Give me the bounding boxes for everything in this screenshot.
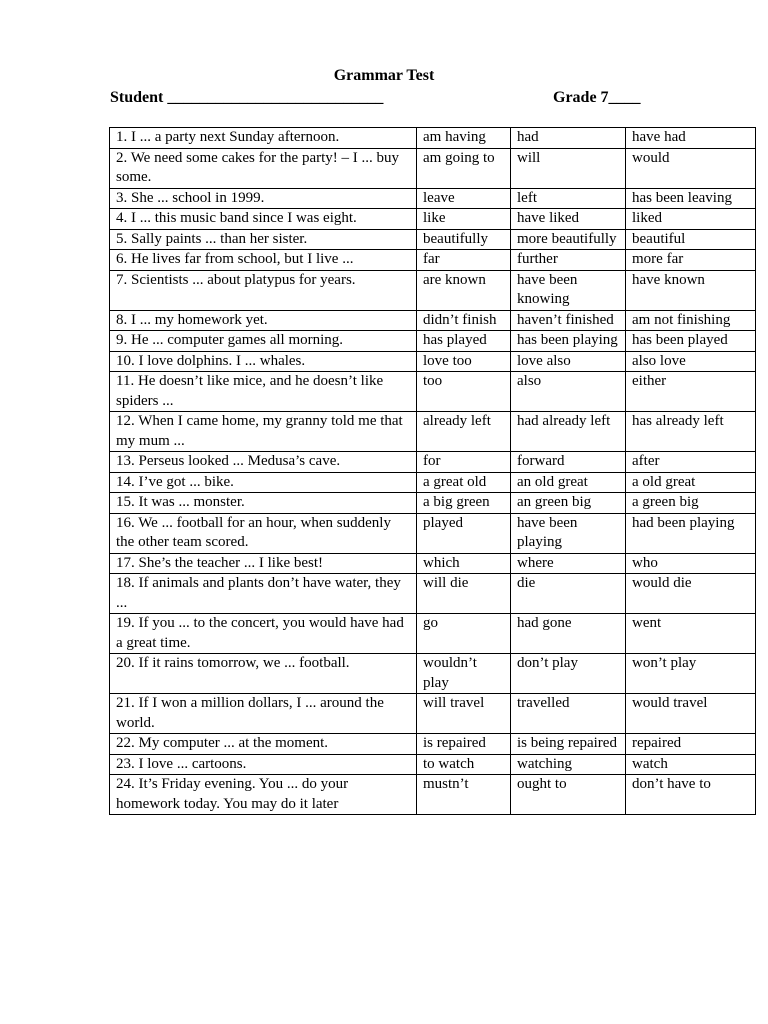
question-text: 14. I’ve got ... bike. [110, 472, 417, 493]
table-row [110, 775, 756, 815]
option-c: don’t have to [626, 775, 756, 815]
option-a: to watch [417, 754, 511, 775]
option-a: will travel [417, 694, 511, 734]
option-c: has already left [626, 412, 756, 452]
option-b: had already left [511, 412, 626, 452]
option-b: die [511, 574, 626, 614]
option-c: a green big [626, 493, 756, 514]
option-c: after [626, 452, 756, 473]
option-c: watch [626, 754, 756, 775]
option-a: far [417, 250, 511, 271]
option-a: already left [417, 412, 511, 452]
option-b: an old great [511, 472, 626, 493]
option-a: a great old [417, 472, 511, 493]
question-text: 5. Sally paints ... than her sister. [110, 229, 417, 250]
question-text: 15. It was ... monster. [110, 493, 417, 514]
option-c: either [626, 372, 756, 412]
option-a: which [417, 553, 511, 574]
table-row [110, 310, 756, 331]
table-row [110, 229, 756, 250]
question-text: 4. I ... this music band since I was eight. [110, 209, 417, 230]
option-a: didn’t finish [417, 310, 511, 331]
grade-field: Grade 7____ [553, 89, 641, 106]
question-text: 8. I ... my homework yet. [110, 310, 417, 331]
option-b: an green big [511, 493, 626, 514]
question-text: 3. She ... school in 1999. [110, 188, 417, 209]
option-a: are known [417, 270, 511, 310]
question-text: 20. If it rains tomorrow, we ... football. [110, 654, 417, 694]
option-b: travelled [511, 694, 626, 734]
option-c: have known [626, 270, 756, 310]
option-c: more far [626, 250, 756, 271]
table-row [110, 270, 756, 310]
option-b: have liked [511, 209, 626, 230]
table-row [110, 553, 756, 574]
option-b: has been playing [511, 331, 626, 352]
option-a: am having [417, 128, 511, 149]
table-row [110, 614, 756, 654]
option-a: mustn’t [417, 775, 511, 815]
option-a: played [417, 513, 511, 553]
option-b: where [511, 553, 626, 574]
question-text: 22. My computer ... at the moment. [110, 734, 417, 755]
option-a: for [417, 452, 511, 473]
question-text: 18. If animals and plants don’t have water, they ... [110, 574, 417, 614]
option-a: has played [417, 331, 511, 352]
question-text: 13. Perseus looked ... Medusa’s cave. [110, 452, 417, 473]
option-b: haven’t finished [511, 310, 626, 331]
table-row [110, 331, 756, 352]
question-text: 10. I love dolphins. I ... whales. [110, 351, 417, 372]
question-table-body [110, 128, 756, 815]
option-c: repaired [626, 734, 756, 755]
option-c: would die [626, 574, 756, 614]
option-b: forward [511, 452, 626, 473]
option-b: further [511, 250, 626, 271]
table-row [110, 148, 756, 188]
option-c: had been playing [626, 513, 756, 553]
option-b: is being repaired [511, 734, 626, 755]
option-a: is repaired [417, 734, 511, 755]
option-b: left [511, 188, 626, 209]
table-row [110, 654, 756, 694]
student-name-field: Student ___________________________ [110, 89, 384, 106]
question-text: 9. He ... computer games all morning. [110, 331, 417, 352]
question-text: 6. He lives far from school, but I live ... [110, 250, 417, 271]
table-row [110, 472, 756, 493]
option-b: also [511, 372, 626, 412]
option-b: have been playing [511, 513, 626, 553]
question-text: 23. I love ... cartoons. [110, 754, 417, 775]
table-row [110, 351, 756, 372]
option-c: who [626, 553, 756, 574]
option-c: went [626, 614, 756, 654]
option-c: have had [626, 128, 756, 149]
option-a: am going to [417, 148, 511, 188]
option-b: ought to [511, 775, 626, 815]
option-b: had [511, 128, 626, 149]
option-b: had gone [511, 614, 626, 654]
table-row [110, 250, 756, 271]
question-text: 17. She’s the teacher ... I like best! [110, 553, 417, 574]
option-a: like [417, 209, 511, 230]
question-text: 1. I ... a party next Sunday afternoon. [110, 128, 417, 149]
option-a: love too [417, 351, 511, 372]
option-b: watching [511, 754, 626, 775]
option-a: wouldn’t play [417, 654, 511, 694]
table-row [110, 188, 756, 209]
option-c: has been played [626, 331, 756, 352]
table-row [110, 209, 756, 230]
table-row [110, 452, 756, 473]
table-row [110, 574, 756, 614]
option-c: would [626, 148, 756, 188]
option-a: will die [417, 574, 511, 614]
table-row [110, 754, 756, 775]
question-text: 2. We need some cakes for the party! – I ... buy some. [110, 148, 417, 188]
question-text: 21. If I won a million dollars, I ... around the world. [110, 694, 417, 734]
question-table [109, 127, 756, 815]
page-title: Grammar Test [333, 67, 435, 84]
question-text: 11. He doesn’t like mice, and he doesn’t like spiders ... [110, 372, 417, 412]
option-c: also love [626, 351, 756, 372]
table-row [110, 513, 756, 553]
question-text: 7. Scientists ... about platypus for years. [110, 270, 417, 310]
option-c: has been leaving [626, 188, 756, 209]
option-b: have been knowing [511, 270, 626, 310]
table-row [110, 412, 756, 452]
table-row [110, 734, 756, 755]
option-a: too [417, 372, 511, 412]
option-a: a big green [417, 493, 511, 514]
option-a: go [417, 614, 511, 654]
option-c: am not finishing [626, 310, 756, 331]
table-row [110, 493, 756, 514]
option-b: more beautifully [511, 229, 626, 250]
option-c: liked [626, 209, 756, 230]
question-text: 16. We ... football for an hour, when suddenly the other team scored. [110, 513, 417, 553]
question-text: 12. When I came home, my granny told me that my mum ... [110, 412, 417, 452]
option-b: don’t play [511, 654, 626, 694]
option-a: leave [417, 188, 511, 209]
question-text: 24. It’s Friday evening. You ... do your homework today. You may do it later [110, 775, 417, 815]
option-a: beautifully [417, 229, 511, 250]
table-row [110, 128, 756, 149]
question-text: 19. If you ... to the concert, you would have had a great time. [110, 614, 417, 654]
option-c: a old great [626, 472, 756, 493]
option-c: would travel [626, 694, 756, 734]
option-b: love also [511, 351, 626, 372]
option-b: will [511, 148, 626, 188]
table-row [110, 372, 756, 412]
option-c: won’t play [626, 654, 756, 694]
option-c: beautiful [626, 229, 756, 250]
table-row [110, 694, 756, 734]
